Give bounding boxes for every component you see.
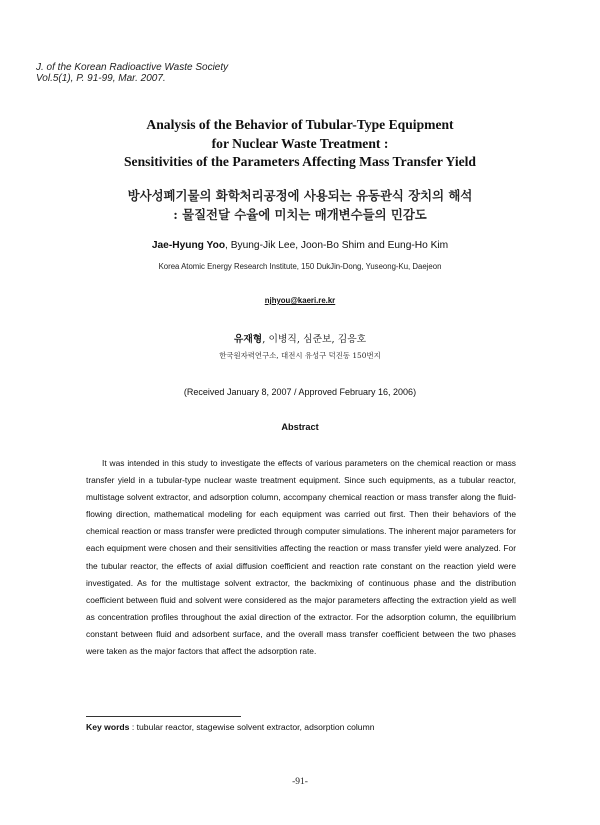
korean-lead-author: 유재형 (233, 334, 263, 345)
email-link[interactable]: njhyou@kaeri.re.kr (264, 296, 336, 305)
title-line-2: for Nuclear Waste Treatment : (211, 135, 389, 151)
co-authors: , Byung-Jik Lee, Joon-Bo Shim and Eung-Ho Kim (225, 240, 449, 251)
page-number: -91- (292, 777, 308, 787)
author-list (0, 240, 600, 251)
keywords-label: Key words (86, 722, 130, 732)
korean-co-authors: , 이병직, 심준보, 김응호 (262, 334, 367, 345)
title-line-3: Sensitivities of the Parameters Affecting Mass Transfer Yield (124, 154, 476, 169)
journal-volume: Vol.5(1), P. 91-99, Mar. 2007. (36, 73, 166, 84)
paper-title (0, 116, 600, 172)
keywords-text: : tubular reactor, stagewise solvent extractor, adsorption column (129, 722, 375, 732)
korean-title-line-2: : 물질전달 수율에 미치는 매개변수들의 민감도 (173, 207, 427, 222)
journal-name: J. of the Korean Radioactive Waste Society (36, 62, 229, 73)
korean-author-list (0, 331, 600, 345)
keywords (86, 722, 375, 732)
korean-title-line-1: 방사성폐기물의 화학처리공정에 사용되는 유동관식 장치의 해석 (127, 188, 473, 203)
title-line-1: Analysis of the Behavior of Tubular-Type Equipment (146, 117, 454, 132)
received-dates: (Received January 8, 2007 / Approved February 16, 2006) (183, 387, 417, 397)
corresponding-email (0, 296, 600, 305)
journal-citation (36, 62, 228, 84)
abstract-body: It was intended in this study to investigate the effects of various parameters on the chemical reaction or mass transfer yield in a tubular-type nuclear waste treatment equipment. Since such equipments, as a tubular reactor, multistage solvent extractor, and adsorption column, accompany chemical reaction or mass transfer along the fluid-flowing direction, mathematical modeling for each equipment was carried out first. Then their behaviors of the chemical reaction or mass transfer were predicted through computer simulations. The inherent major parameters for each equipment were chosen and their sensitivities affecting the reaction or mass transfer yield were analyzed. For the tubular reactor, the effects of axial diffusion coefficient and reaction rate constant on the reaction yield were investigated. As for the multistage solvent extractor, the backmixing of continuous phase and the distribution coefficient between fluid and solvent were considered as the major parameters affecting the extraction yield as well as concentration profiles throughout the axial direction of the extractor. For the adsorption column, the equilibrium constant between fluid and adsorbent surface, and the overall mass transfer coefficient between the two phases were taken as the major factors that affect the adsorption rate. (86, 458, 516, 657)
korean-title (0, 186, 600, 224)
footnote-divider (86, 716, 241, 717)
lead-author: Jae-Hyung Yoo (151, 240, 226, 251)
abstract-heading: Abstract (281, 422, 319, 432)
author-affiliation: Korea Atomic Energy Research Institute, 150 DukJin-Dong, Yuseong-Ku, Daejeon (158, 262, 442, 271)
korean-affiliation: 한국원자력연구소, 대전시 유성구 덕진동 150번지 (219, 351, 381, 360)
